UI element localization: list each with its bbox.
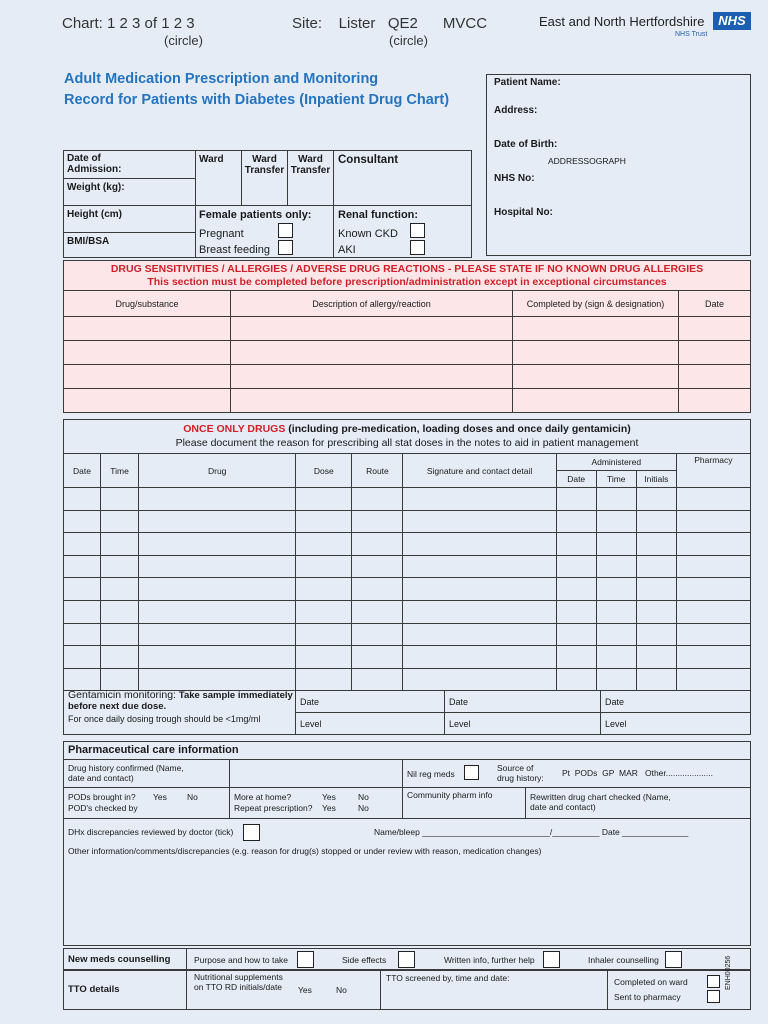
gent-level-3: Level	[605, 719, 627, 729]
once-col-time: Time	[101, 454, 139, 488]
breastfeeding-label: Breast feeding	[199, 244, 270, 256]
trust-name: East and North Hertfordshire	[539, 14, 705, 29]
hospital-no-label: Hospital No:	[494, 207, 553, 218]
chart-selector: Chart: 1 2 3 of 1 2 3	[62, 15, 195, 32]
dob-label: Date of Birth:	[494, 139, 558, 150]
completed-ward-checkbox[interactable]	[707, 975, 720, 988]
date-admission-label: Date of Admission:	[67, 153, 122, 175]
side-effects-checkbox[interactable]	[398, 951, 415, 968]
site-circle-note: (circle)	[389, 33, 428, 48]
addressograph-label: ADDRESSOGRAPH	[548, 156, 626, 166]
tto-screened-label: TTO screened by, time and date:	[386, 973, 510, 983]
ckd-checkbox[interactable]	[410, 223, 425, 238]
completed-ward-label: Completed on ward	[614, 977, 688, 987]
allergy-col-drug: Drug/substance	[64, 291, 231, 317]
consultant-label: Consultant	[338, 154, 399, 166]
nil-reg-label: Nil reg meds	[407, 769, 455, 779]
repeat-rx-label: Repeat prescription?	[234, 803, 313, 813]
gent-date-2: Date	[449, 697, 469, 707]
aki-label: AKI	[338, 244, 356, 256]
once-col-dose: Dose	[296, 454, 352, 488]
allergy-col-completed: Completed by (sign & designation)	[513, 291, 679, 317]
once-col-signature: Signature and contact detail	[403, 454, 556, 488]
gent-date-3: Date	[605, 697, 625, 707]
dhx-checkbox[interactable]	[243, 824, 260, 841]
more-home-label: More at home?	[234, 792, 292, 802]
once-row[interactable]	[64, 578, 751, 601]
gentamicin-bold: Take sample immediately before next due dose.	[68, 690, 293, 712]
allergy-col-description: Description of allergy/reaction	[231, 291, 513, 317]
gentamicin-note: For once daily dosing trough should be <1mg/ml	[68, 714, 261, 724]
pods-brought-label: PODs brought in?	[68, 792, 136, 802]
drug-history-label: Drug history confirmed (Name, date and contact)	[68, 763, 184, 783]
ckd-label: Known CKD	[338, 228, 398, 240]
once-col-route: Route	[352, 454, 403, 488]
renal-label: Renal function:	[338, 209, 419, 221]
repeat-rx-yes: Yes	[322, 803, 336, 813]
patient-name-label: Patient Name:	[494, 77, 561, 88]
source-label: Source of drug history:	[497, 763, 544, 783]
gentamicin-title: Gentamicin monitoring:	[68, 689, 176, 701]
once-only-subtitle: Please document the reason for prescribing all stat doses in the notes to aid in patient management	[175, 437, 639, 449]
once-row[interactable]	[64, 623, 751, 646]
repeat-rx-no: No	[358, 803, 369, 813]
name-bleep-label: Name/bleep ___________________________/__________ Date ______________	[374, 827, 689, 837]
once-col-pharmacy: Pharmacy	[676, 454, 750, 488]
once-row[interactable]	[64, 510, 751, 533]
form-code: ENH00256	[725, 955, 732, 990]
once-row[interactable]	[64, 533, 751, 556]
allergies-table	[63, 290, 751, 413]
pharm-care-title: Pharmaceutical care information	[68, 744, 239, 756]
rewritten-chart-label: Rewritten drug chart checked (Name, date and contact)	[530, 792, 671, 812]
pods-checked-label: POD's checked by	[68, 803, 138, 813]
breastfeeding-checkbox[interactable]	[278, 240, 293, 255]
allergy-row[interactable]	[64, 389, 751, 413]
gent-level-2: Level	[449, 719, 471, 729]
pods-yes: Yes	[153, 792, 167, 802]
form-title-line2: Record for Patients with Diabetes (Inpatient Drug Chart)	[64, 92, 450, 108]
once-col-date: Date	[64, 454, 101, 488]
pregnant-checkbox[interactable]	[278, 223, 293, 238]
ward-transfer-2-label: Ward Transfer	[290, 154, 331, 176]
once-only-title	[63, 423, 751, 435]
chart-circle-note: (circle)	[164, 33, 203, 48]
sent-pharmacy-checkbox[interactable]	[707, 990, 720, 1003]
pregnant-label: Pregnant	[199, 228, 244, 240]
nutritional-yes: Yes	[298, 985, 312, 995]
purpose-label: Purpose and how to take	[194, 955, 289, 965]
nil-reg-checkbox[interactable]	[464, 765, 479, 780]
side-effects-label: Side effects	[342, 955, 387, 965]
nutritional-no: No	[336, 985, 347, 995]
nhs-no-label: NHS No:	[494, 173, 535, 184]
form-title-line1: Adult Medication Prescription and Monitoring	[64, 71, 379, 87]
pods-no: No	[187, 792, 198, 802]
dhx-label: DHx discrepancies reviewed by doctor (tick)	[68, 827, 234, 837]
once-col-administered: Administered	[556, 454, 676, 471]
counselling-title: New meds counselling	[68, 954, 171, 965]
source-options: Pt PODs GP MAR Other....................	[562, 768, 713, 778]
nutritional-label: Nutritional supplements on TTO RD initials/date	[194, 972, 283, 992]
address-label: Address:	[494, 105, 538, 116]
admin-sub-date: Date	[556, 471, 596, 488]
allergy-row[interactable]	[64, 365, 751, 389]
once-col-drug: Drug	[139, 454, 296, 488]
ward-label: Ward	[199, 154, 224, 165]
allergy-col-date: Date	[679, 291, 751, 317]
once-row[interactable]	[64, 600, 751, 623]
tto-title: TTO details	[68, 984, 120, 995]
written-info-checkbox[interactable]	[543, 951, 560, 968]
bmi-label: BMI/BSA	[67, 236, 110, 247]
more-home-yes: Yes	[322, 792, 336, 802]
once-row[interactable]	[64, 646, 751, 669]
ward-transfer-1-label: Ward Transfer	[244, 154, 285, 176]
once-only-table	[63, 453, 751, 691]
once-only-title-rest: (including pre-medication, loading doses and once daily gentamicin)	[285, 423, 631, 435]
female-only-label: Female patients only:	[199, 209, 312, 221]
allergies-subtitle: This section must be completed before prescription/administration except in exceptional circumstances	[147, 276, 667, 288]
aki-checkbox[interactable]	[410, 240, 425, 255]
gentamicin-label	[68, 690, 293, 712]
more-home-no: No	[358, 792, 369, 802]
weight-label: Weight (kg):	[67, 182, 125, 193]
admin-sub-initials: Initials	[636, 471, 676, 488]
gent-level-1: Level	[300, 719, 322, 729]
sent-pharmacy-label: Sent to pharmacy	[614, 992, 681, 1002]
site-selector: Site: Lister QE2 MVCC	[292, 15, 488, 32]
purpose-checkbox[interactable]	[297, 951, 314, 968]
once-row[interactable]	[64, 668, 751, 691]
inhaler-checkbox[interactable]	[665, 951, 682, 968]
other-info-label: Other information/comments/discrepancies (e.g. reason for drug(s) stopped or under review with reason, medication changes)	[68, 846, 542, 856]
allergy-row[interactable]	[64, 317, 751, 341]
trust-sub: NHS Trust	[675, 31, 708, 38]
nhs-logo: NHS	[713, 12, 751, 30]
height-label: Height (cm)	[67, 209, 122, 220]
once-row[interactable]	[64, 555, 751, 578]
written-info-label: Written info, further help	[444, 955, 535, 965]
once-row[interactable]	[64, 488, 751, 511]
once-only-title-red: ONCE ONLY DRUGS	[183, 423, 286, 435]
admin-sub-time: Time	[596, 471, 636, 488]
gent-date-1: Date	[300, 697, 320, 707]
allergies-title: DRUG SENSITIVITIES / ALLERGIES / ADVERSE DRUG REACTIONS - PLEASE STATE IF NO KNOWN DRUG ALLERGIES	[110, 263, 704, 275]
inhaler-label: Inhaler counselling	[588, 955, 659, 965]
allergy-row[interactable]	[64, 341, 751, 365]
community-pharm-label: Community pharm info	[407, 790, 493, 800]
